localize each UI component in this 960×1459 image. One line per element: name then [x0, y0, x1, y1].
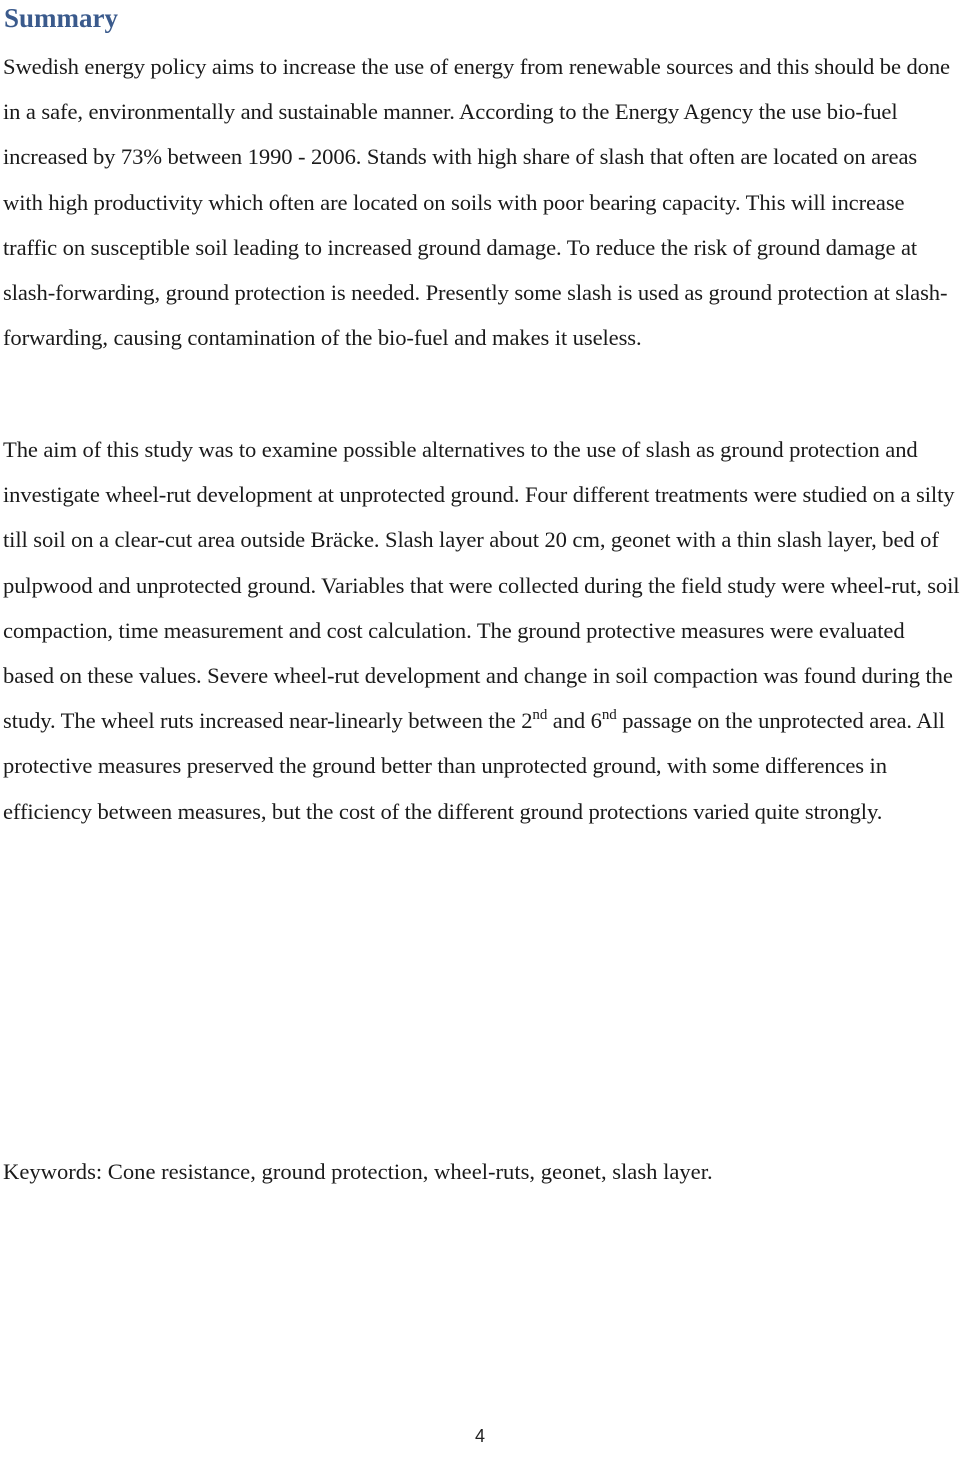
paragraph-2-text-part-3: passage on the unprotected area. All protective measures preserved the ground better than unprotected ground, with some differences in efficiency between measures, but the cost of the different ground protections varied quite strongly. — [3, 708, 945, 824]
keywords-line: Keywords: Cone resistance, ground protection, wheel-ruts, geonet, slash layer. — [3, 1159, 713, 1184]
paragraph-2-text-part-1: The aim of this study was to examine possible alternatives to the use of slash as ground protection and investigate wheel-rut development at unprotected ground. Four different treatments were studied on a silty till soil on a clear-cut area outside Bräcke. Slash layer about 20 cm, geonet with a thin slash layer, bed of pulpwood and unprotected ground. Variables that were collected during the field study were wheel-rut, soil compaction, time measurement and cost calculation. The ground protective measures were evaluated based on these values. Severe wheel-rut development and change in soil compaction was found during the study. The wheel ruts increased near-linearly between the 2 — [3, 437, 960, 734]
summary-paragraph-2 — [3, 427, 960, 834]
section-heading: Summary — [4, 3, 118, 33]
page-number: 4 — [474, 1426, 485, 1446]
ordinal-suffix-6nd: nd — [601, 707, 617, 724]
paragraph-2-text-part-2: and 6 — [547, 708, 602, 734]
summary-paragraph-1: Swedish energy policy aims to increase the use of energy from renewable sources and this should be done in a safe, environmentally and sustainable manner. According to the Energy Agency the use bio-fuel increased by 73% between 1990 - 2006. Stands with high share of slash that often are located on areas with high productivity which often are located on soils with poor bearing capacity. This will increase traffic on susceptible soil leading to increased ground damage. To reduce the risk of ground damage at slash-forwarding, ground protection is needed. Presently some slash is used as ground protection at slash-forwarding, causing contamination of the bio-fuel and makes it useless. — [3, 54, 950, 351]
ordinal-suffix-2nd: nd — [532, 707, 548, 724]
